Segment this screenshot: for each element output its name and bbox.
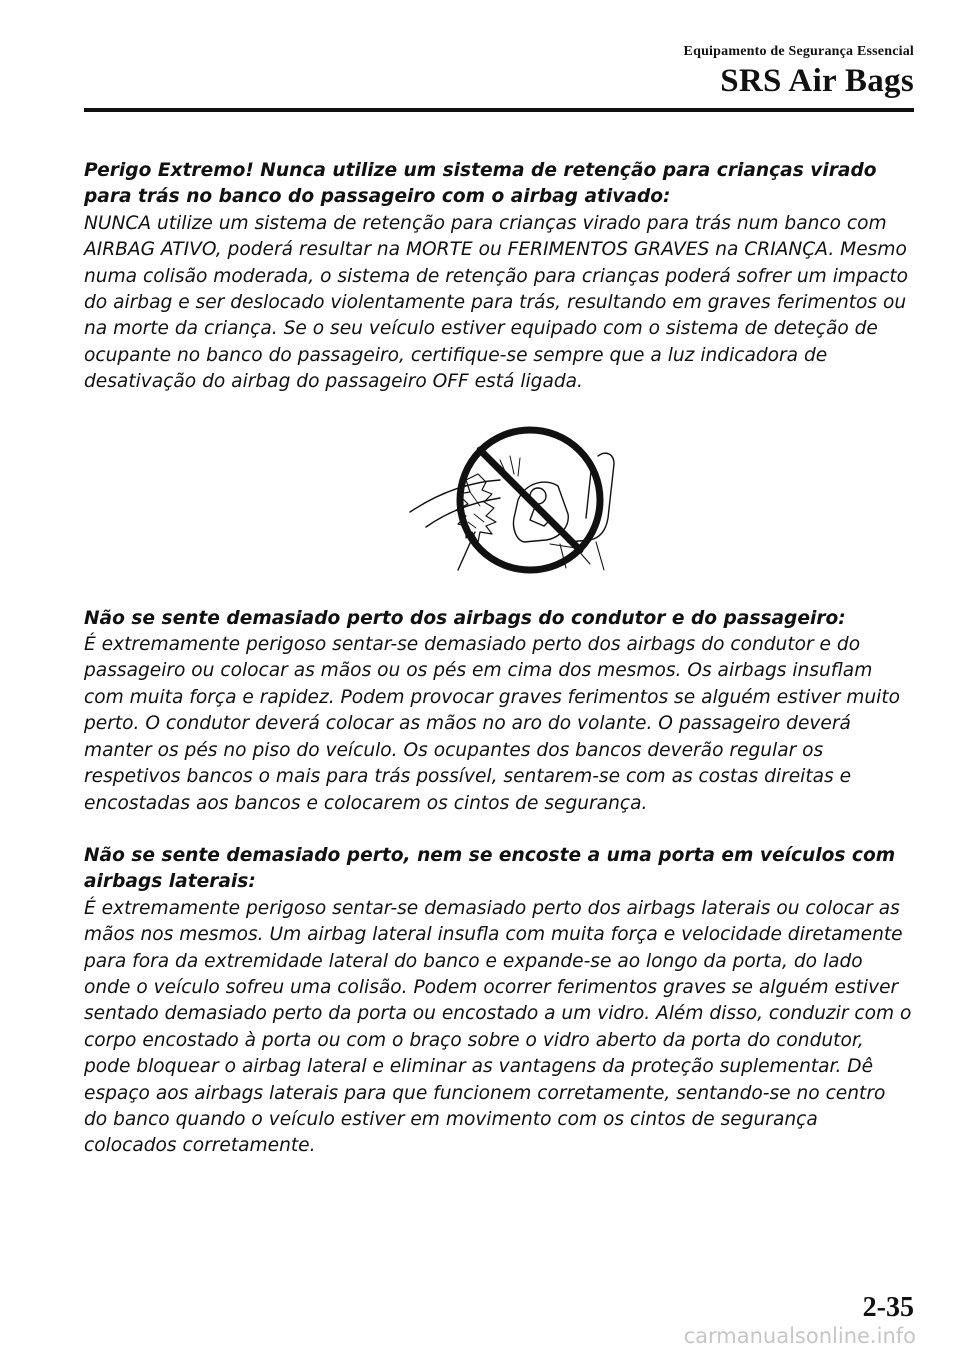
page-content — [84, 158, 914, 1186]
section-title: SRS Air Bags — [720, 63, 914, 99]
warning-block-front-airbags — [84, 606, 914, 817]
no-rear-facing-child-seat-icon — [400, 422, 650, 574]
header-rule — [84, 108, 914, 112]
warning-body: É extremamente perigoso sentar-se demasiado perto dos airbags laterais ou colocar as mãos nos mesmos. Um airbag lateral insufla com muita força e velocidade diretamente para fora da extremidade lateral do banco e expande-se ao longo da porta, do lado onde o veículo sofreu uma colisão. Podem ocorrer ferimentos graves se alguém estiver sentado demasiado perto da porta ou encostado a um vidro. Além disso, conduzir com o corpo encostado à porta ou com o braço sobre o vidro aberto da porta do condutor, pode bloquear o airbag lateral e eliminar as vantagens da proteção suplementar. Dê espaço aos airbags laterais para que funcionem corretamente, sentando-se no centro do banco quando o veículo estiver em movimento com os cintos de segurança colocados corretamente. — [84, 897, 912, 1157]
warning-heading: Não se sente demasiado perto, nem se encoste a uma porta em veículos com airbags laterais: — [84, 844, 896, 893]
warning-body: NUNCA utilize um sistema de retenção para crianças virado para trás num banco com AIRBAG ATIVO, poderá resultar na MORTE ou FERIMENTOS GRAVES na CRIANÇA. Mesmo numa colisão moderada, o sistema de retenção para crianças poderá sofrer um impacto do airbag e ser deslocado violentamente para trás, resultando em graves ferimentos ou na morte da criança. Se o seu veículo estiver equipado com o sistema de deteção de ocupante no banco do passageiro, certifique-se sempre que a luz indicadora de desativação do airbag do passageiro OFF está ligada. — [84, 212, 909, 393]
page-number: 2-35 — [862, 1292, 914, 1323]
page-header — [684, 44, 914, 100]
warning-heading: Perigo Extremo! Nunca utilize um sistema de retenção para crianças virado para trás no banco do passageiro com o airbag ativado: — [84, 160, 877, 208]
prohibition-illustration — [136, 422, 914, 574]
warning-block-rear-facing — [84, 158, 914, 396]
warning-heading: Não se sente demasiado perto dos airbags do condutor e do passageiro: — [84, 607, 846, 629]
warning-body: É extremamente perigoso sentar-se demasiado perto dos airbags do condutor e do passageiro ou colocar as mãos ou os pés em cima dos mesmos. Os airbags insuflam com muita força e rapidez. Podem provocar graves ferimentos se alguém estiver muito perto. O condutor deverá colocar as mãos no aro do volante. O passageiro deverá manter os pés no piso do veículo. Os ocupantes dos bancos deverão regular os respetivos bancos o mais para trás possível, sentarem-se com as costas direitas e encostadas aos bancos e colocarem os cintos de segurança. — [84, 634, 901, 814]
warning-block-side-airbags — [84, 843, 914, 1160]
watermark: carmanualsonline.info — [683, 1324, 916, 1348]
chapter-title: Equipamento de Segurança Essencial — [683, 44, 914, 59]
